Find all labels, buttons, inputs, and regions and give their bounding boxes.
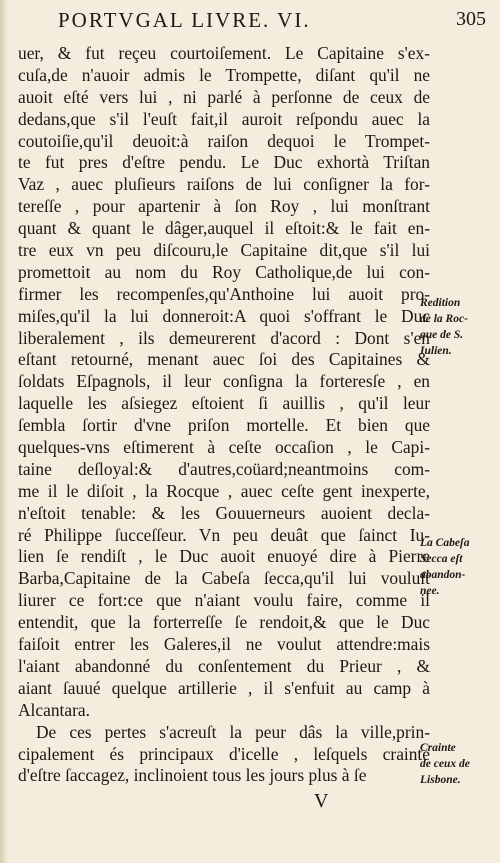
text-line: quant & quant le dâger,auquel il eſtoit:& le fait en- xyxy=(18,218,430,239)
text-line: Barba,Capitaine de la Cabeſa ſecca,qu'il lui vouluſt xyxy=(18,568,430,589)
text-line: lien ſe rendiſt , le Duc auoit enuoyé dire à Pierre xyxy=(18,546,430,567)
text-line: te fut pres d'eſtre pendu. Le Duc exhortà Triſtan xyxy=(18,152,430,173)
text-line: cipalement és principaux d'icelle , leſquels crainte xyxy=(18,743,430,764)
text-line: entendit, que la forterreſſe ſe rendoit,& que le Duc xyxy=(18,612,430,633)
text-line: quelques-vns eſtimerent à ceſte occaſion , le Capi- xyxy=(18,437,430,458)
page-header xyxy=(58,4,490,34)
margin-note-crainte xyxy=(420,740,500,788)
catchword: V xyxy=(314,790,329,812)
text-line: coutoiſie,qu'il deuoit:à raiſon dequoi le Trompet- xyxy=(18,130,430,151)
text-line: tre eux vn peu diſcouru,le Capitaine dit,que s'il lui xyxy=(18,240,430,261)
text-line: liberalement , ils demeurerent d'acord : Dont s'en xyxy=(18,327,430,348)
text-line: uer, & fut reçeu courtoiſement. Le Capitaine s'ex- xyxy=(18,43,430,63)
text-line: n'eſtoit tenable: & les Gouuerneurs auoient decla- xyxy=(18,502,430,523)
text-line: Alcantara. xyxy=(18,699,90,720)
gutter-shadow xyxy=(0,0,8,863)
margin-note-redition xyxy=(420,295,500,359)
margin-note-line: abandon- xyxy=(420,569,466,581)
margin-note-line: nee. xyxy=(420,585,440,597)
text-line: faiſoit entrer les Galeres,il ne voulut attendre:mais xyxy=(18,634,430,655)
text-line: cuſa,de n'auoir admis le Trompette, diſant qu'il ne xyxy=(18,64,430,85)
text-line: aiant ſauué quelque artillerie , il s'enfuit au camp à xyxy=(18,677,430,698)
text-line: auoit eſté vers lui , ni parlé à perſonne de ceux de xyxy=(18,86,430,107)
text-line: d'eſtre ſaccagez, inclinoient tous les jours plus à ſe xyxy=(18,765,367,786)
text-line: l'aiant abandonné du conſentement du Prieur , & xyxy=(18,655,430,676)
margin-note-line: de ceux de xyxy=(420,758,470,770)
text-line: ſoldats Eſpagnols, il leur conſigna la forteresſe , en xyxy=(18,371,430,392)
text-line: taine deſloyal:& d'autres,coüard;neantmoins com- xyxy=(18,458,430,479)
margin-note-line: Iulien. xyxy=(420,345,452,357)
text-line: Vaz , auec pluſieurs raiſons de lui conſigner la for- xyxy=(18,174,430,195)
text-line: laquelle les aſsiegez eſtoient ſi auillis , qu'il leur xyxy=(18,393,430,414)
margin-note-line: Redition xyxy=(420,297,461,309)
margin-note-line: Secca eſt xyxy=(420,553,463,565)
margin-note-line: La Cabeſa xyxy=(420,537,470,549)
running-head: PORTVGAL LIVRE. VI. xyxy=(58,8,311,32)
body-text xyxy=(18,43,430,787)
margin-note-cabesa xyxy=(420,535,500,599)
text-line: ré Philippe ſucceſſeur. Vn peu deuât que ſainct Iu- xyxy=(18,524,430,545)
margin-note-line: de la Roc- xyxy=(420,313,468,325)
text-line: ſembla ſortir d'vne priſon mortelle. Et bien que xyxy=(18,415,430,436)
page-number: 305 xyxy=(456,8,486,30)
text-line: dedans,que s'il l'euſt fait,il auroit reſpondu auec la xyxy=(18,108,430,129)
text-line: eſtant retourné, menant auec ſoi des Capitaines & xyxy=(18,349,430,370)
margin-note-line: que de S. xyxy=(420,329,464,341)
text-line: tereſſe , pour apartenir à ſon Roy , lui monſtrant xyxy=(18,196,430,217)
margin-note-line: Crainte xyxy=(420,742,456,754)
text-line: miſes,qu'il la lui donneroit:A quoi s'offrant le Duc xyxy=(18,305,430,326)
text-line: De ces pertes s'acreuſt la peur dâs la ville,prin- xyxy=(36,721,430,742)
text-line: firmer les recompenſes,qu'Anthoine lui auoit pro- xyxy=(18,283,430,304)
text-line: me il le diſoit , la Rocque , auec ceſte gent inexperte, xyxy=(18,480,430,501)
text-line: liurer ce fort:ce que n'aiant voulu faire, comme il xyxy=(18,590,430,611)
text-line: promettoit au nom du Roy Catholique,de lui con- xyxy=(18,261,430,282)
margin-note-line: Lisbone. xyxy=(420,774,461,786)
